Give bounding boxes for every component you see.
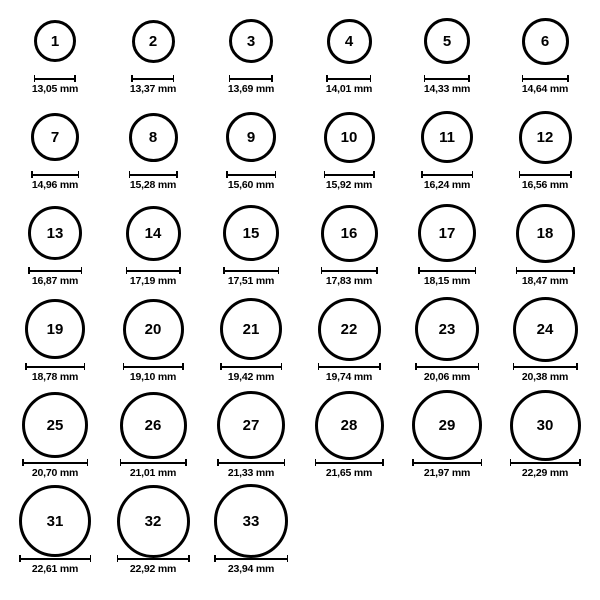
ring-outline-wrap xyxy=(318,298,381,360)
ring-outline-circle xyxy=(226,112,276,162)
diameter-label: 22,92 mm xyxy=(129,563,177,575)
dimension-line xyxy=(117,558,190,560)
ring-outline-circle xyxy=(19,485,91,557)
ring-size-label: 18 xyxy=(536,224,554,242)
ring-outline-wrap xyxy=(120,394,187,456)
ring-cell xyxy=(104,490,202,586)
ring-size-label: 4 xyxy=(344,32,354,50)
ring-cell xyxy=(300,298,398,394)
dimension-line xyxy=(418,270,476,272)
ring-outline-wrap xyxy=(123,298,184,360)
ring-outline-circle xyxy=(424,18,470,64)
ring-outline-circle xyxy=(418,204,476,262)
dimension-annotation xyxy=(326,75,372,95)
ring-cell xyxy=(104,298,202,394)
dimension-annotation xyxy=(217,459,285,479)
dimension-caliper-icon xyxy=(22,459,88,466)
ring-size-label: 7 xyxy=(50,128,60,146)
ring-outline-wrap xyxy=(424,10,470,72)
ring-outline-circle xyxy=(132,20,175,63)
dimension-line xyxy=(324,174,375,176)
dimension-line xyxy=(421,174,473,176)
ring-outline-wrap xyxy=(214,490,288,552)
ring-cell xyxy=(398,298,496,394)
ring-cell xyxy=(104,106,202,202)
ring-outline-circle xyxy=(123,299,184,360)
dimension-caliper-icon xyxy=(421,171,473,178)
ring-outline-wrap xyxy=(34,10,76,72)
ring-cell xyxy=(202,298,300,394)
diameter-label: 18,47 mm xyxy=(521,275,569,287)
ring-outline-circle xyxy=(220,298,282,360)
dimension-caliper-icon xyxy=(321,267,378,274)
diameter-label: 13,37 mm xyxy=(129,83,177,95)
diameter-label: 16,24 mm xyxy=(423,179,471,191)
dimension-annotation xyxy=(22,459,88,479)
dimension-annotation xyxy=(418,267,476,287)
ring-outline-circle xyxy=(513,297,578,362)
dimension-caliper-icon xyxy=(31,171,79,178)
ring-cell xyxy=(496,394,594,490)
dimension-caliper-icon xyxy=(126,267,181,274)
ring-outline-circle xyxy=(321,205,378,262)
ring-size-label: 26 xyxy=(144,416,162,434)
ring-cell xyxy=(398,10,496,106)
dimension-line xyxy=(217,462,285,464)
ring-outline-circle xyxy=(415,297,479,361)
dimension-caliper-icon xyxy=(131,75,174,82)
ring-outline-circle xyxy=(217,391,285,459)
dimension-caliper-icon xyxy=(223,267,279,274)
ring-outline-circle xyxy=(522,18,569,65)
ring-size-label: 28 xyxy=(340,416,358,434)
ring-size-label: 3 xyxy=(246,32,256,50)
dimension-line xyxy=(22,462,88,464)
diameter-label: 17,51 mm xyxy=(227,275,275,287)
dimension-annotation xyxy=(510,459,581,479)
dimension-caliper-icon xyxy=(217,459,285,466)
dimension-line xyxy=(522,78,569,80)
ring-cell xyxy=(202,394,300,490)
diameter-label: 14,96 mm xyxy=(31,179,79,191)
dimension-line xyxy=(131,78,174,80)
ring-size-label: 12 xyxy=(536,128,554,146)
ring-outline-wrap xyxy=(510,394,581,456)
diameter-label: 13,05 mm xyxy=(31,83,79,95)
ring-outline-wrap xyxy=(421,106,473,168)
ring-outline-wrap xyxy=(412,394,482,456)
dimension-caliper-icon xyxy=(226,171,276,178)
ring-outline-wrap xyxy=(513,298,578,360)
dimension-annotation xyxy=(220,363,282,383)
dimension-annotation xyxy=(315,459,384,479)
ring-outline-wrap xyxy=(31,106,79,168)
dimension-caliper-icon xyxy=(522,75,569,82)
diameter-label: 19,42 mm xyxy=(227,371,275,383)
ring-outline-circle xyxy=(315,391,384,460)
dimension-caliper-icon xyxy=(513,363,578,370)
ring-size-label: 1 xyxy=(50,32,60,50)
dimension-annotation xyxy=(25,363,85,383)
dimension-caliper-icon xyxy=(117,555,190,562)
ring-outline-circle xyxy=(22,392,88,458)
ring-outline-wrap xyxy=(327,10,372,72)
ring-outline-circle xyxy=(229,19,273,63)
ring-cell xyxy=(202,10,300,106)
ring-outline-wrap xyxy=(519,106,572,168)
dimension-caliper-icon xyxy=(418,267,476,274)
dimension-line xyxy=(34,78,76,80)
ring-size-label: 32 xyxy=(144,512,162,530)
diameter-label: 22,61 mm xyxy=(31,563,79,575)
dimension-annotation xyxy=(412,459,482,479)
ring-size-label: 6 xyxy=(540,32,550,50)
ring-outline-circle xyxy=(117,485,190,558)
dimension-line xyxy=(28,270,82,272)
ring-cell xyxy=(300,10,398,106)
ring-cell xyxy=(398,106,496,202)
ring-outline-circle xyxy=(129,113,178,162)
diameter-label: 14,01 mm xyxy=(325,83,373,95)
dimension-caliper-icon xyxy=(25,363,85,370)
ring-size-label: 24 xyxy=(536,320,554,338)
diameter-label: 19,74 mm xyxy=(325,371,373,383)
ring-size-label: 27 xyxy=(242,416,260,434)
ring-outline-wrap xyxy=(25,298,85,360)
dimension-caliper-icon xyxy=(229,75,273,82)
ring-size-label: 9 xyxy=(246,128,256,146)
dimension-caliper-icon xyxy=(214,555,288,562)
ring-size-label: 17 xyxy=(438,224,456,242)
dimension-caliper-icon xyxy=(516,267,575,274)
ring-size-label: 20 xyxy=(144,320,162,338)
ring-outline-wrap xyxy=(19,490,91,552)
ring-cell xyxy=(6,10,104,106)
dimension-line xyxy=(129,174,178,176)
ring-size-label: 11 xyxy=(439,128,455,146)
diameter-label: 16,87 mm xyxy=(31,275,79,287)
dimension-caliper-icon xyxy=(326,75,371,82)
dimension-annotation xyxy=(120,459,187,479)
ring-cell xyxy=(202,202,300,298)
dimension-caliper-icon xyxy=(519,171,572,178)
dimension-annotation xyxy=(424,75,470,95)
dimension-annotation xyxy=(519,171,572,191)
ring-outline-wrap xyxy=(321,202,378,264)
ring-cell xyxy=(496,106,594,202)
ring-outline-wrap xyxy=(522,10,569,72)
ring-outline-wrap xyxy=(223,202,279,264)
diameter-label: 17,19 mm xyxy=(129,275,177,287)
dimension-line xyxy=(214,558,288,560)
diameter-label: 17,83 mm xyxy=(325,275,373,287)
diameter-label: 21,97 mm xyxy=(423,467,471,479)
dimension-line xyxy=(321,270,378,272)
dimension-caliper-icon xyxy=(129,171,178,178)
dimension-annotation xyxy=(226,171,276,191)
ring-outline-circle xyxy=(126,206,181,261)
dimension-line xyxy=(229,78,273,80)
ring-size-label: 2 xyxy=(148,32,158,50)
dimension-line xyxy=(31,174,79,176)
dimension-annotation xyxy=(126,267,181,287)
dimension-annotation xyxy=(228,75,274,95)
dimension-caliper-icon xyxy=(19,555,91,562)
dimension-annotation xyxy=(32,75,78,95)
ring-cell xyxy=(496,202,594,298)
ring-cell xyxy=(202,490,300,586)
ring-cell xyxy=(398,394,496,490)
diameter-label: 21,65 mm xyxy=(325,467,373,479)
dimension-caliper-icon xyxy=(415,363,479,370)
dimension-caliper-icon xyxy=(123,363,184,370)
diameter-label: 14,64 mm xyxy=(521,83,569,95)
diameter-label: 13,69 mm xyxy=(227,83,275,95)
dimension-annotation xyxy=(321,267,378,287)
ring-size-label: 30 xyxy=(536,416,554,434)
dimension-line xyxy=(519,174,572,176)
ring-size-label: 25 xyxy=(46,416,64,434)
diameter-label: 20,06 mm xyxy=(423,371,471,383)
ring-size-label: 19 xyxy=(46,320,64,338)
dimension-line xyxy=(510,462,581,464)
dimension-line xyxy=(424,78,470,80)
ring-cell xyxy=(104,10,202,106)
ring-outline-circle xyxy=(120,392,187,459)
dimension-caliper-icon xyxy=(220,363,282,370)
dimension-annotation xyxy=(516,267,575,287)
ring-size-label: 15 xyxy=(242,224,260,242)
dimension-line xyxy=(326,78,371,80)
dimension-line xyxy=(126,270,181,272)
dimension-line xyxy=(513,366,578,368)
ring-size-label: 31 xyxy=(46,512,64,530)
ring-outline-circle xyxy=(223,205,279,261)
ring-cell xyxy=(6,202,104,298)
ring-outline-wrap xyxy=(117,490,190,552)
diameter-label: 15,60 mm xyxy=(227,179,275,191)
ring-cell xyxy=(496,298,594,394)
ring-outline-wrap xyxy=(516,202,575,264)
dimension-caliper-icon xyxy=(424,75,470,82)
dimension-caliper-icon xyxy=(315,459,384,466)
ring-outline-wrap xyxy=(415,298,479,360)
dimension-annotation xyxy=(31,171,79,191)
dimension-annotation xyxy=(324,171,375,191)
dimension-line xyxy=(315,462,384,464)
dimension-caliper-icon xyxy=(28,267,82,274)
dimension-line xyxy=(25,366,85,368)
dimension-line xyxy=(223,270,279,272)
ring-outline-circle xyxy=(519,111,572,164)
ring-outline-circle xyxy=(28,206,82,260)
dimension-caliper-icon xyxy=(34,75,76,82)
ring-outline-circle xyxy=(421,111,473,163)
ring-outline-circle xyxy=(327,19,372,64)
ring-size-label: 21 xyxy=(242,320,260,338)
ring-cell xyxy=(104,202,202,298)
ring-outline-wrap xyxy=(418,202,476,264)
diameter-label: 19,10 mm xyxy=(129,371,177,383)
ring-outline-wrap xyxy=(28,202,82,264)
ring-cell xyxy=(300,106,398,202)
dimension-line xyxy=(123,366,184,368)
dimension-caliper-icon xyxy=(412,459,482,466)
dimension-line xyxy=(412,462,482,464)
ring-cell xyxy=(300,202,398,298)
ring-outline-wrap xyxy=(315,394,384,456)
ring-size-label: 10 xyxy=(340,128,358,146)
ring-size-label: 16 xyxy=(340,224,358,242)
dimension-annotation xyxy=(415,363,479,383)
ring-cell xyxy=(300,394,398,490)
dimension-annotation xyxy=(123,363,184,383)
diameter-label: 20,38 mm xyxy=(521,371,569,383)
dimension-caliper-icon xyxy=(120,459,187,466)
ring-outline-circle xyxy=(34,20,76,62)
dimension-line xyxy=(318,366,381,368)
diameter-label: 22,29 mm xyxy=(521,467,569,479)
ring-outline-circle xyxy=(25,299,85,359)
ring-cell xyxy=(6,490,104,586)
ring-outline-circle xyxy=(324,112,375,163)
diameter-label: 18,78 mm xyxy=(31,371,79,383)
ring-outline-circle xyxy=(412,390,482,460)
ring-cell xyxy=(6,394,104,490)
diameter-label: 18,15 mm xyxy=(423,275,471,287)
diameter-label: 20,70 mm xyxy=(31,467,79,479)
dimension-caliper-icon xyxy=(510,459,581,466)
ring-cell xyxy=(6,298,104,394)
dimension-annotation xyxy=(28,267,82,287)
diameter-label: 15,92 mm xyxy=(325,179,373,191)
dimension-annotation xyxy=(223,267,279,287)
ring-outline-circle xyxy=(516,204,575,263)
diameter-label: 15,28 mm xyxy=(129,179,177,191)
dimension-annotation xyxy=(421,171,473,191)
ring-cell xyxy=(6,106,104,202)
ring-outline-wrap xyxy=(220,298,282,360)
ring-cell xyxy=(496,10,594,106)
ring-size-label: 33 xyxy=(242,512,260,530)
ring-outline-wrap xyxy=(229,10,273,72)
ring-outline-circle xyxy=(31,113,79,161)
diameter-label: 14,33 mm xyxy=(423,83,471,95)
ring-size-label: 5 xyxy=(442,32,452,50)
ring-size-label: 23 xyxy=(438,320,456,338)
ring-outline-wrap xyxy=(132,10,175,72)
dimension-annotation xyxy=(214,555,288,575)
ring-cell xyxy=(202,106,300,202)
ring-outline-wrap xyxy=(126,202,181,264)
ring-outline-wrap xyxy=(129,106,178,168)
dimension-annotation xyxy=(522,75,569,95)
ring-cell xyxy=(104,394,202,490)
ring-outline-wrap xyxy=(217,394,285,456)
dimension-caliper-icon xyxy=(324,171,375,178)
diameter-label: 21,01 mm xyxy=(129,467,177,479)
dimension-line xyxy=(226,174,276,176)
ring-outline-wrap xyxy=(324,106,375,168)
ring-outline-circle xyxy=(214,484,288,558)
ring-size-label: 13 xyxy=(46,224,64,242)
ring-cell xyxy=(398,202,496,298)
ring-size-label: 22 xyxy=(340,320,358,338)
dimension-annotation xyxy=(130,75,176,95)
diameter-label: 21,33 mm xyxy=(227,467,275,479)
dimension-line xyxy=(415,366,479,368)
ring-outline-circle xyxy=(318,298,381,361)
ring-outline-wrap xyxy=(22,394,88,456)
dimension-annotation xyxy=(117,555,190,575)
dimension-caliper-icon xyxy=(318,363,381,370)
ring-grid xyxy=(6,10,594,586)
ring-size-label: 14 xyxy=(144,224,162,242)
dimension-annotation xyxy=(318,363,381,383)
ring-size-label: 8 xyxy=(148,128,158,146)
dimension-line xyxy=(516,270,575,272)
ring-size-label: 29 xyxy=(438,416,456,434)
dimension-line xyxy=(120,462,187,464)
ring-outline-circle xyxy=(510,390,581,461)
diameter-label: 23,94 mm xyxy=(227,563,275,575)
dimension-annotation xyxy=(513,363,578,383)
dimension-line xyxy=(19,558,91,560)
ring-outline-wrap xyxy=(226,106,276,168)
dimension-line xyxy=(220,366,282,368)
dimension-annotation xyxy=(129,171,178,191)
dimension-annotation xyxy=(19,555,91,575)
diameter-label: 16,56 mm xyxy=(521,179,569,191)
